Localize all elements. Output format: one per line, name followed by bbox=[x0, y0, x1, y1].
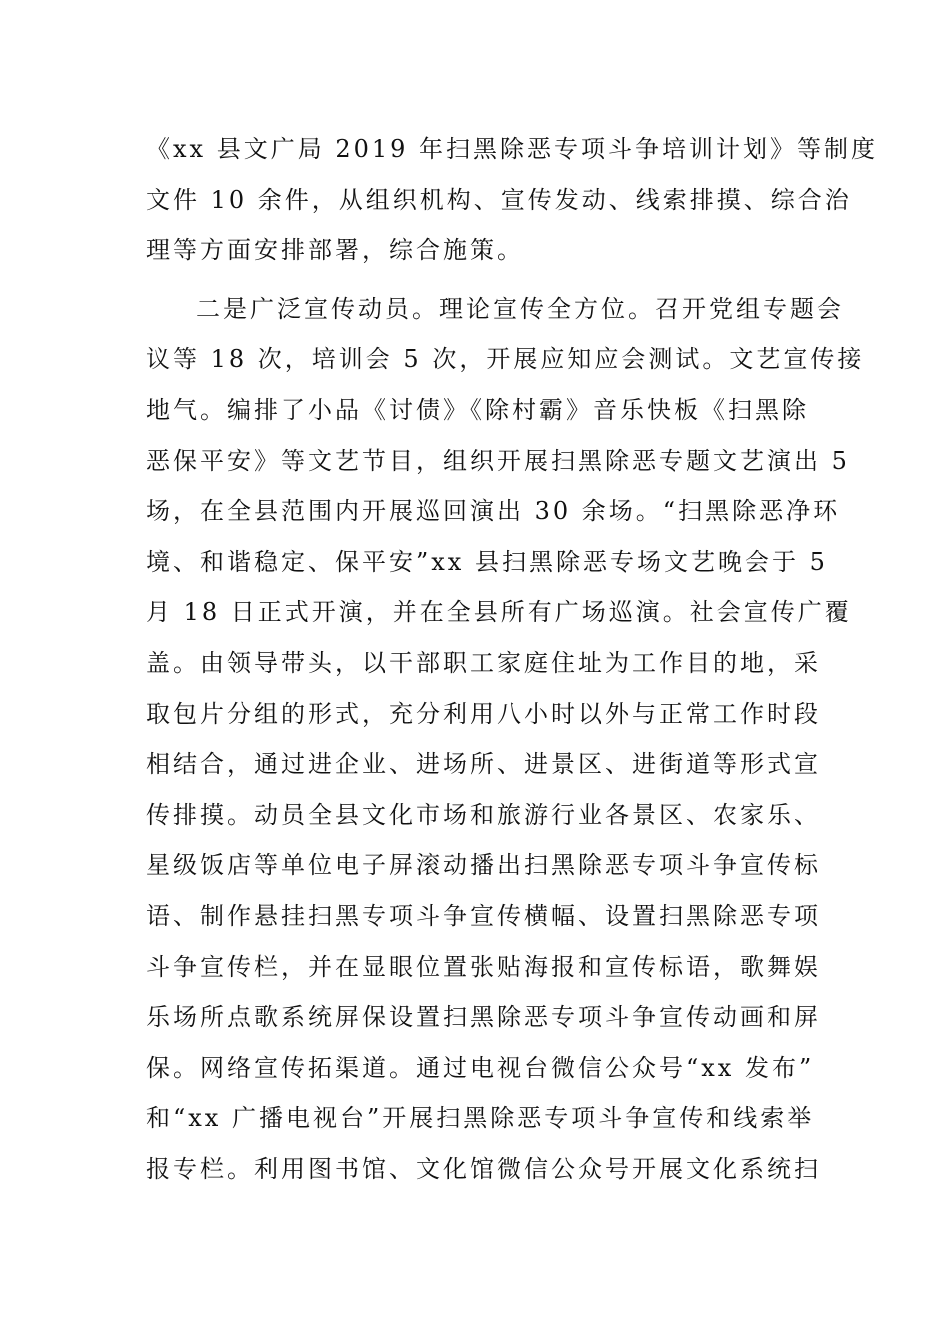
text-line: 恶保平安》等文艺节目，组织开展扫黑除恶专题文艺演出 5 bbox=[146, 446, 850, 475]
text-line: 报专栏。利用图书馆、文化馆微信公众号开展文化系统扫 bbox=[146, 1154, 821, 1183]
text-line: 境、和谐稳定、保平安”xx 县扫黑除恶专场文艺晚会于 5 bbox=[146, 547, 828, 576]
text-line: 月 18 日正式开演，并在全县所有广场巡演。社会宣传广覆 bbox=[146, 598, 852, 627]
text-line: 乐场所点歌系统屏保设置扫黑除恶专项斗争宣传动画和屏 bbox=[146, 1003, 821, 1032]
text-line bbox=[146, 1194, 806, 1245]
document-body bbox=[146, 124, 879, 1245]
text-line: 和“xx 广播电视台”开展扫黑除恶专项斗争宣传和线索举 bbox=[146, 1104, 815, 1133]
text-line: 地气。编排了小品《讨债》《除村霸》音乐快板《扫黑除 bbox=[146, 395, 809, 424]
text-line: 文件 10 余件，从组织机构、宣传发动、线索排摸、综合治 bbox=[146, 185, 852, 214]
text-line: 盖。由领导带头，以干部职工家庭住址为工作目的地，采 bbox=[146, 648, 821, 677]
text-line: 语、制作悬挂扫黑专项斗争宣传横幅、设置扫黑除恶专项 bbox=[146, 901, 821, 930]
text-line: 相结合，通过进企业、进场所、进景区、进街道等形式宣 bbox=[146, 750, 821, 779]
paragraph-spacer bbox=[146, 276, 806, 284]
text-line: 二是广泛宣传动员。理论宣传全方位。召开党组专题会 bbox=[196, 294, 844, 323]
text-line: 场，在全县范围内开展巡回演出 30 余场。“扫黑除恶净环 bbox=[146, 497, 841, 526]
text-line: 星级饭店等单位电子屏滚动播出扫黑除恶专项斗争宣传标 bbox=[146, 851, 821, 880]
text-line: 议等 18 次，培训会 5 次，开展应知应会测试。文艺宣传接 bbox=[146, 345, 865, 374]
text-line: 取包片分组的形式，充分利用八小时以外与正常工作时段 bbox=[146, 699, 821, 728]
text-line: 《xx 县文广局 2019 年扫黑除恶专项斗争培训计划》等制度 bbox=[146, 135, 879, 163]
text-line: 斗争宣传栏，并在显眼位置张贴海报和宣传标语，歌舞娱 bbox=[146, 952, 821, 981]
paragraph-2 bbox=[146, 284, 865, 1245]
paragraph-1 bbox=[146, 124, 879, 276]
text-line: 传排摸。动员全县文化市场和旅游行业各景区、农家乐、 bbox=[146, 800, 821, 829]
text-line: 保。网络宣传拓渠道。通过电视台微信公众号“xx 发布” bbox=[146, 1053, 815, 1082]
text-line: 理等方面安排部署，综合施策。 bbox=[146, 236, 524, 265]
